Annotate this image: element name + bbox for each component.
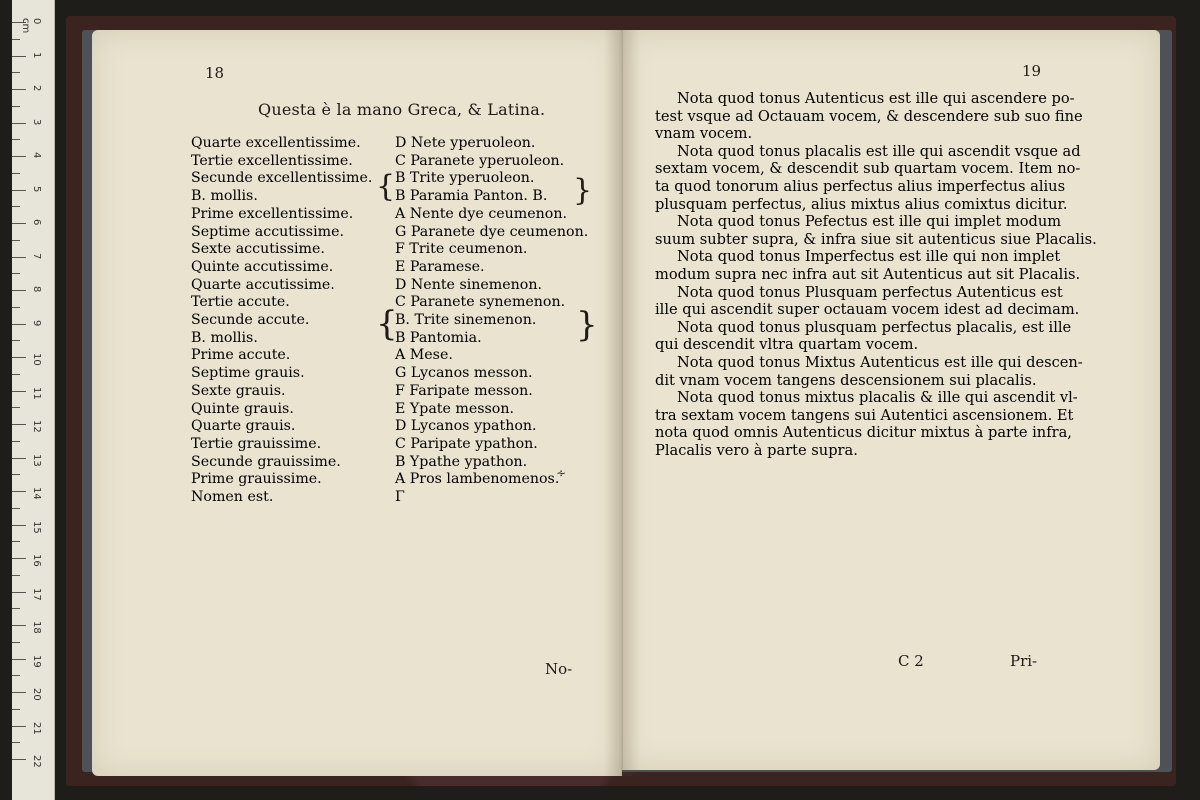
text-line: Nota quod tonus plusquam perfectus placalis, est ille xyxy=(677,318,1072,336)
text-line: dit vnam vocem tangens descensionem sui placalis. xyxy=(655,371,1037,389)
list-item: Prime excellentissime. xyxy=(191,205,354,222)
ruler-label: 9 xyxy=(31,319,42,326)
measuring-ruler xyxy=(12,0,55,800)
list-item: Quinte accutissime. xyxy=(191,258,334,275)
ruler-tick xyxy=(12,558,26,559)
list-item: A Nente dye ceumenon. xyxy=(395,205,567,222)
ruler-tick xyxy=(12,525,26,526)
text-line: tra sextam vocem tangens sui Autentici ascensionem. Et xyxy=(655,406,1074,424)
ruler-label: 16 xyxy=(31,554,42,567)
signature-mark: C 2 xyxy=(898,652,924,670)
ruler-tick xyxy=(12,357,26,358)
brace-ornament-icon: { xyxy=(376,304,398,344)
ruler-tick xyxy=(12,307,20,308)
list-item: Nomen est. xyxy=(191,489,274,506)
ruler-tick xyxy=(12,575,20,576)
list-item: D Lycanos ypathon. xyxy=(395,418,537,435)
text-line: sextam vocem, & descendit sub quartam vocem. Item no- xyxy=(655,160,1081,178)
ruler-tick xyxy=(12,340,20,341)
ruler-tick xyxy=(12,72,20,73)
list-item: Sexte grauis. xyxy=(191,382,286,399)
text-line: Nota quod tonus Plusquam perfectus Autenticus est xyxy=(677,283,1063,301)
right-catchword: Pri- xyxy=(1010,652,1038,670)
list-item: G Lycanos messon. xyxy=(395,365,533,382)
list-item: B. mollis. xyxy=(191,329,258,346)
ruler-tick xyxy=(12,173,20,174)
page-title: Questa è la mano Greca, & Latina. xyxy=(258,100,546,119)
ruler-tick xyxy=(12,491,26,492)
ruler-tick xyxy=(12,458,26,459)
text-line: Nota quod tonus Imperfectus est ille qui non implet xyxy=(677,248,1061,266)
ruler-tick xyxy=(12,257,26,258)
ruler-tick xyxy=(12,692,26,693)
flourish-mark-icon: ∻ xyxy=(556,466,567,480)
ruler-label: 19 xyxy=(31,654,42,668)
left-page-number: 18 xyxy=(205,64,225,82)
text-line: Nota quod tonus mixtus placalis & ille qui ascendit vl- xyxy=(677,389,1078,407)
ruler-tick xyxy=(12,407,20,408)
list-item: B. mollis. xyxy=(191,188,258,205)
list-item: Secunde excellentissime. xyxy=(191,170,373,187)
brace-ornament-icon: { xyxy=(376,169,396,204)
ruler-tick xyxy=(12,625,26,626)
latin-names-column xyxy=(191,135,372,507)
list-item: A Mese. xyxy=(395,347,453,364)
ruler-label: 10 xyxy=(31,353,42,366)
list-item: D Nete yperuoleon. xyxy=(395,135,536,151)
list-item: B Paramia Panton. B. xyxy=(395,188,548,205)
list-item: Secunde accute. xyxy=(191,312,310,329)
list-item: Secunde grauissime. xyxy=(191,453,341,470)
ruler-label: 5 xyxy=(31,185,42,192)
ruler-tick xyxy=(12,659,26,660)
book-gutter xyxy=(604,30,640,776)
text-line: qui descendit vltra quartam vocem. xyxy=(655,336,919,354)
ruler-label: 7 xyxy=(31,252,42,259)
ruler-label: 14 xyxy=(31,487,42,500)
text-line: Nota quod tonus placalis est ille qui ascendit vsque ad xyxy=(677,142,1081,160)
ruler-label: 18 xyxy=(31,621,42,634)
ruler-label: 11 xyxy=(31,386,42,400)
ruler-label: 1 xyxy=(31,51,42,58)
ruler-tick xyxy=(12,424,26,425)
ruler-label: 13 xyxy=(31,453,42,467)
ruler-tick xyxy=(12,374,20,375)
text-line: ille qui ascendit super octauam vocem idest ad decimam. xyxy=(655,301,1080,319)
list-item: B. Trite sinemenon. xyxy=(395,312,537,329)
ruler-tick xyxy=(12,123,26,124)
ruler-tick xyxy=(12,592,26,593)
ruler-label: 3 xyxy=(31,118,42,125)
brace-ornament-icon: } xyxy=(576,305,598,345)
ruler-tick xyxy=(12,474,20,475)
right-page-number: 19 xyxy=(1022,62,1042,80)
brace-ornament-icon: } xyxy=(573,173,593,208)
ruler-label: 12 xyxy=(31,420,42,433)
list-item: Tertie grauissime. xyxy=(191,435,322,452)
ruler-tick xyxy=(12,642,20,643)
ruler-label: 8 xyxy=(31,286,42,293)
list-item: E Ypate messon. xyxy=(395,400,514,417)
ruler-tick xyxy=(12,709,20,710)
list-item: C Paripate ypathon. xyxy=(395,435,538,452)
ruler-label: 15 xyxy=(31,520,42,534)
ruler-tick xyxy=(12,391,26,392)
list-item: Γ xyxy=(395,489,405,506)
text-line: suum subter supra, & infra siue sit autenticus siue Placalis. xyxy=(655,230,1097,248)
list-item: Tertie excellentissime. xyxy=(191,152,353,169)
ruler-tick xyxy=(12,290,26,291)
ruler-tick xyxy=(12,39,20,40)
ruler-tick xyxy=(12,190,26,191)
ruler-tick xyxy=(12,441,20,442)
list-item: C Paranete yperuoleon. xyxy=(395,152,565,169)
ruler-tick xyxy=(12,541,20,542)
ruler-tick xyxy=(12,106,20,107)
ruler-tick xyxy=(12,608,20,609)
list-item: Tertie accute. xyxy=(191,294,290,311)
treatise-text xyxy=(655,90,1097,459)
ruler-label: 6 xyxy=(31,219,42,226)
greek-names-column xyxy=(395,135,588,507)
list-item: Prime grauissime. xyxy=(191,471,322,488)
ruler-tick xyxy=(12,206,20,207)
text-line: ta quod tonorum alius perfectus alius imperfectus alius xyxy=(655,177,1066,195)
list-item: B Trite yperuoleon. xyxy=(395,170,535,187)
list-item: Septime accutissime. xyxy=(191,223,344,240)
ruler-tick xyxy=(12,759,26,760)
list-item: F Trite ceumenon. xyxy=(395,241,528,258)
list-item: C Paranete synemenon. xyxy=(395,294,566,311)
text-line: Nota quod tonus Mixtus Autenticus est ille qui descen- xyxy=(677,353,1083,371)
ruler-tick xyxy=(12,156,26,157)
text-line: plusquam perfectus, alius mixtus alius comixtus dicitur. xyxy=(655,195,1068,213)
text-line: Nota quod tonus Autenticus est ille qui ascendere po- xyxy=(677,90,1075,107)
ruler-tick xyxy=(12,223,26,224)
ruler-tick xyxy=(12,273,20,274)
ruler-tick xyxy=(12,324,26,325)
list-item: B Ypathe ypathon. xyxy=(395,453,528,470)
list-item: Quinte grauis. xyxy=(191,400,294,417)
list-item: B Pantomia. xyxy=(395,329,482,346)
list-item: G Paranete dye ceumenon. xyxy=(395,223,589,240)
ruler-tick xyxy=(12,726,26,727)
left-catchword: No- xyxy=(545,660,573,678)
list-item: Septime grauis. xyxy=(191,365,305,382)
text-line: vnam vocem. xyxy=(655,125,753,143)
list-item: Quarte accutissime. xyxy=(191,276,335,293)
list-item: Quarte excellentissime. xyxy=(191,135,361,151)
text-line: test vsque ad Octauam vocem, & descendere sub suo fine xyxy=(655,107,1083,125)
ruler-label: 20 xyxy=(31,688,42,701)
text-line: Placalis vero à parte supra. xyxy=(655,441,858,459)
text-line: modum supra nec infra aut sit Autenticus aut sit Placalis. xyxy=(655,265,1081,283)
list-item: D Nente sinemenon. xyxy=(395,276,542,293)
list-item: E Paramese. xyxy=(395,258,485,275)
ruler-tick xyxy=(12,240,20,241)
ruler-label: 22 xyxy=(31,755,42,768)
ruler-label: 17 xyxy=(31,587,42,601)
ruler-label: 2 xyxy=(31,85,42,92)
list-item: Sexte accutissime. xyxy=(191,241,325,258)
ruler-tick xyxy=(12,508,20,509)
text-line: nota quod omnis Autenticus dicitur mixtus à parte infra, xyxy=(655,424,1072,442)
list-item: Quarte grauis. xyxy=(191,418,296,435)
ruler-tick xyxy=(12,89,26,90)
list-item: Prime accute. xyxy=(191,347,291,364)
ruler-tick xyxy=(12,675,20,676)
ruler-label: 21 xyxy=(31,721,42,735)
ruler-tick xyxy=(12,742,20,743)
text-line: Nota quod tonus Pefectus est ille qui implet modum xyxy=(677,213,1062,231)
ruler-label: 4 xyxy=(31,152,42,159)
ruler-tick xyxy=(12,56,26,57)
list-item: A Pros lambenomenos. xyxy=(395,471,560,488)
list-item: F Faripate messon. xyxy=(395,382,533,399)
ruler-tick xyxy=(12,139,20,140)
ruler-label: 0 cm xyxy=(20,18,42,34)
